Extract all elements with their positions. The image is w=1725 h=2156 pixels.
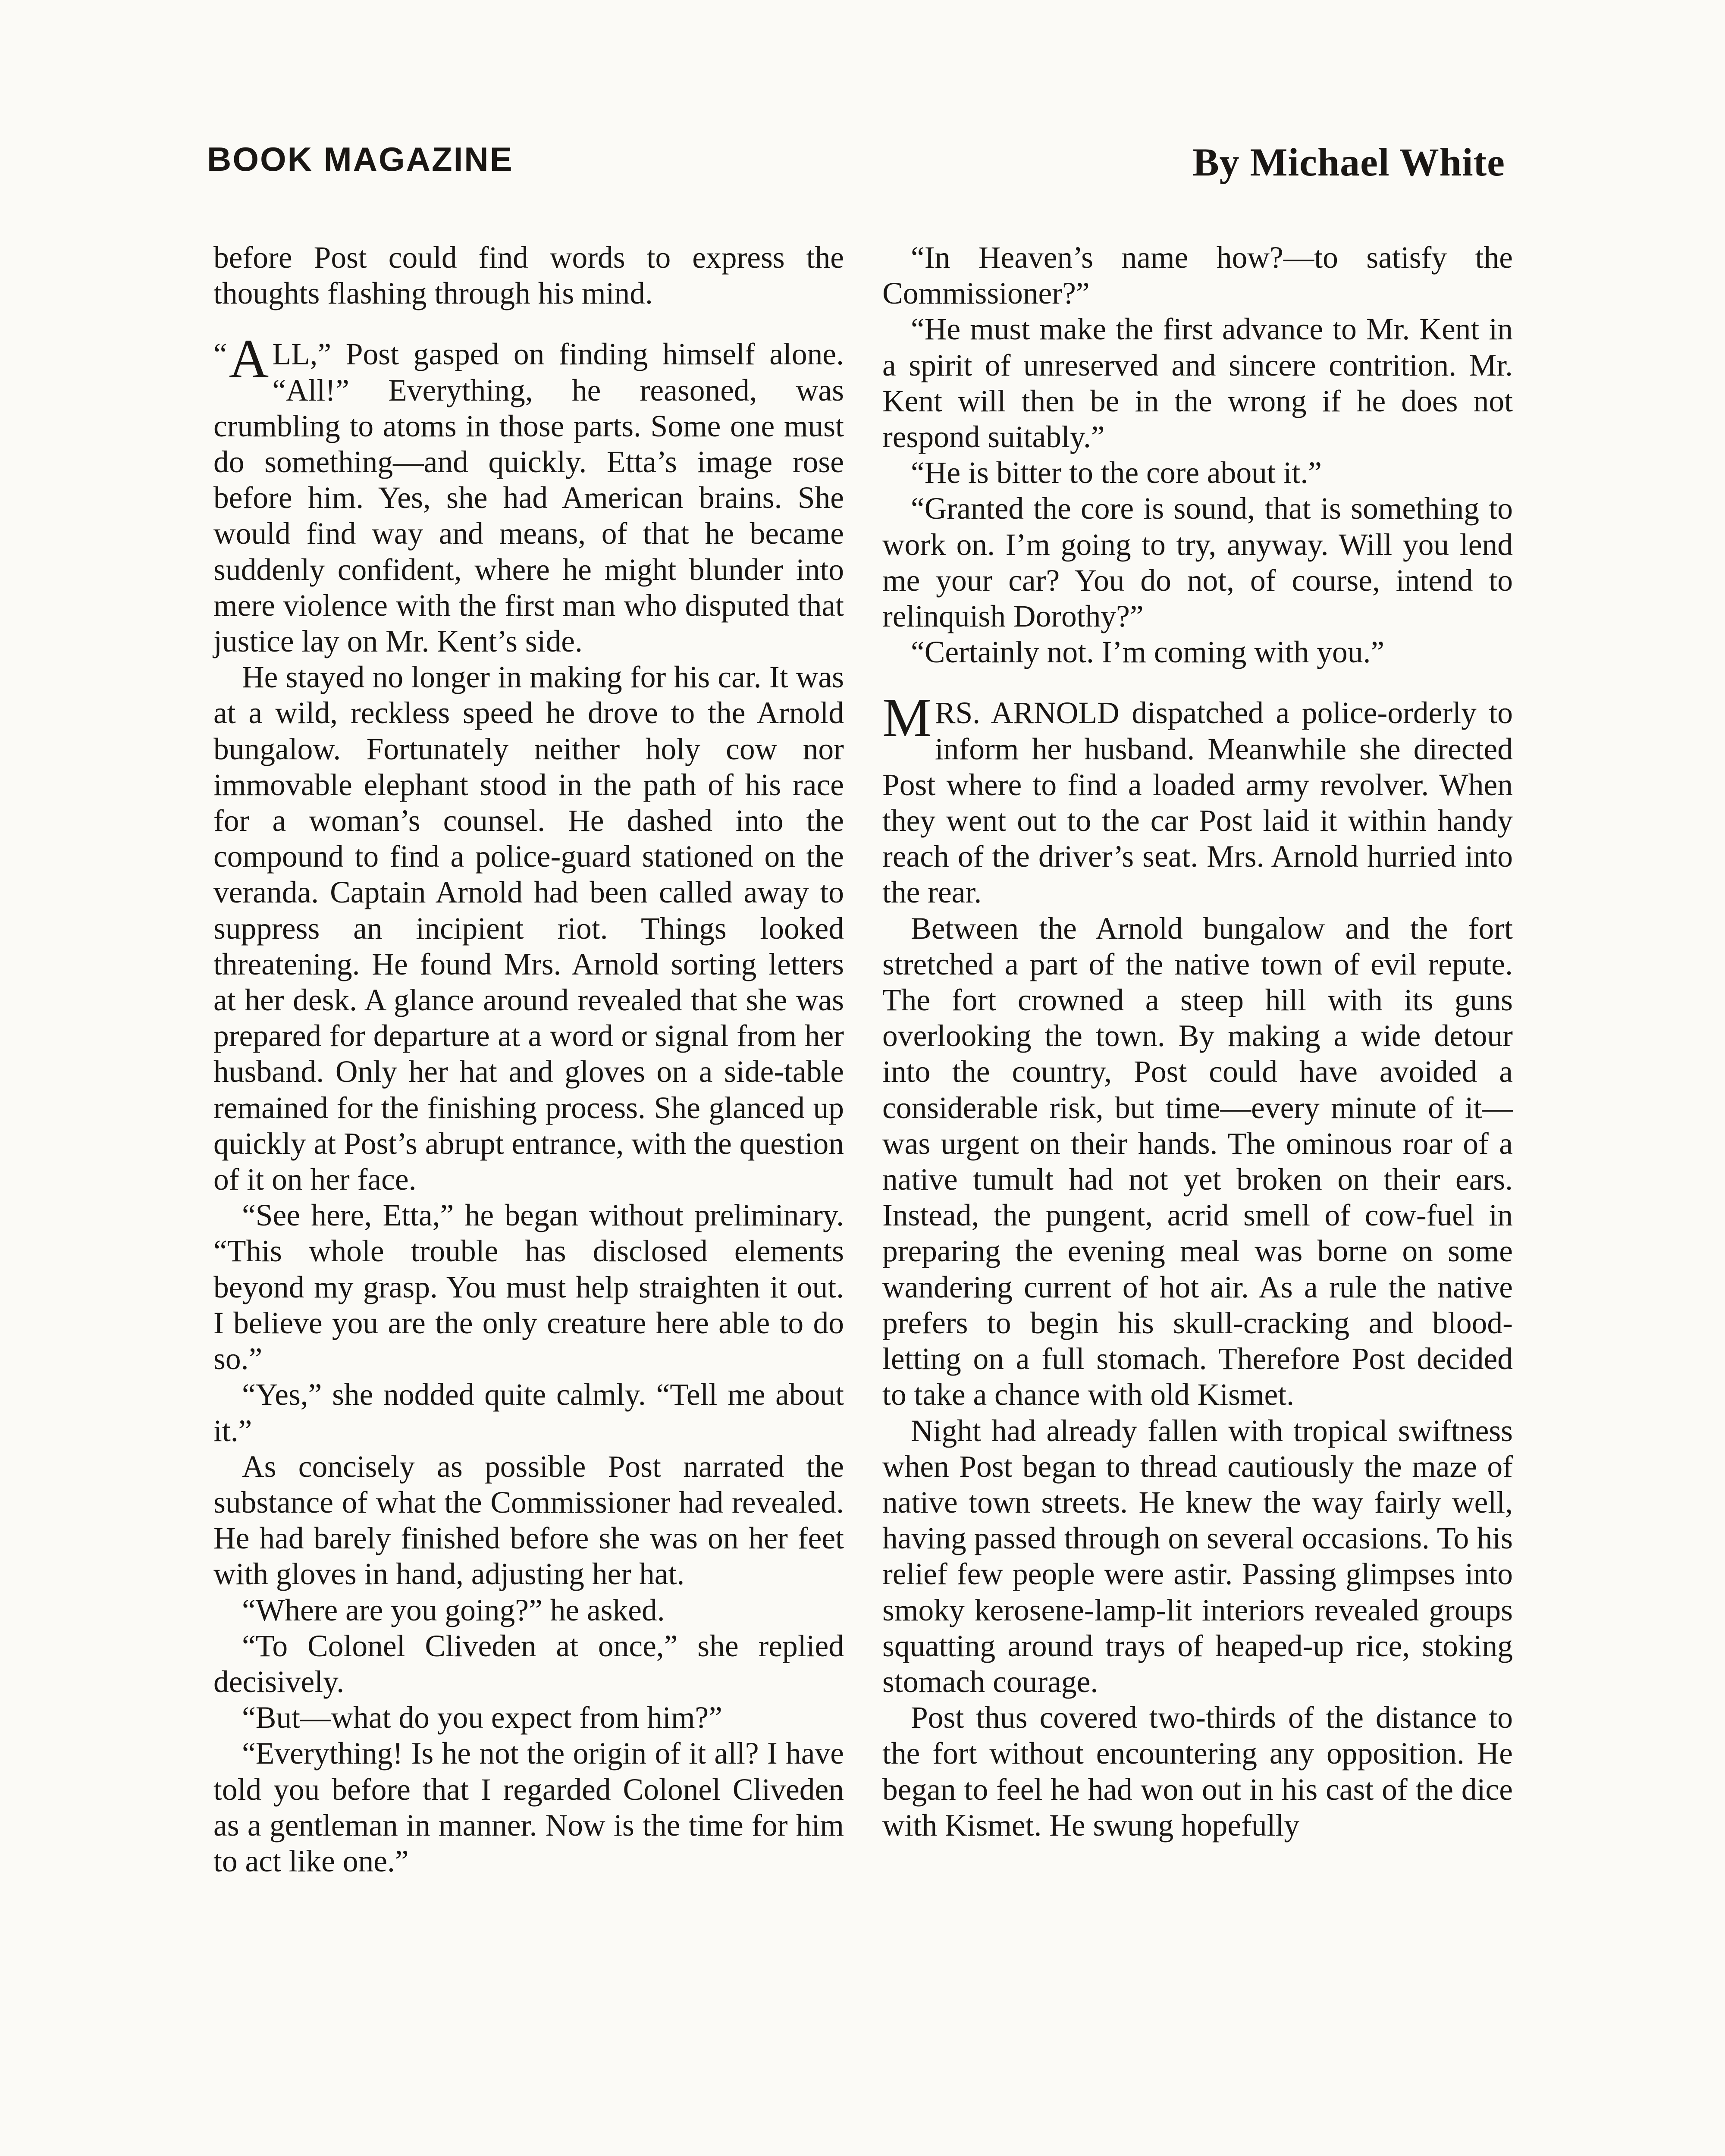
paragraph: He stayed no longer in making for his car. It was at a wild, reckless speed he drove to the Arnold bungalow. Fortunately neither holy cow nor immovable elephant stood in the path of his race for a woman’s counsel. He dashed into the compound to find a police-guard stationed on the veranda. Captain Arnold had been called away to suppress an incipient riot. Things looked threatening. He found Mrs. Arnold sorting letters at her desk. A glance around revealed that she was prepared for departure at a word or signal from her husband. Only her hat and gloves on a side-table remained for the finishing process. She glanced up quickly at Post’s abrupt entrance, with the question of it on her face. <box>213 660 844 1197</box>
paragraph: Post thus covered two-thirds of the distance to the fort without encountering any opposition. He began to feel he had won out in his cast of the dice with Kismet. He swung hopefully <box>882 1701 1513 1843</box>
paragraph-section-start <box>882 687 1513 910</box>
right-column <box>882 240 1513 1843</box>
paragraph: Between the Arnold bungalow and the fort stretched a part of the native town of evil repute. The fort crowned a steep hill with its guns overlooking the town. By making a wide detour into the country, Post could have avoided a considerable risk, but time—every minute of it—was urgent on their hands. The ominous roar of a native tumult had not yet broken on their ears. Instead, the pungent, acrid smell of cow-fuel in preparing the evening meal was borne on some wandering current of hot air. As a rule the native prefers to begin his skull-cracking and blood-letting on a full stomach. Therefore Post decided to take a chance with old Kismet. <box>882 911 1513 1412</box>
drop-cap: A <box>229 328 269 390</box>
paragraph: “In Heaven’s name how?—to satisfy the Commissioner?” <box>882 241 1513 311</box>
left-column <box>213 240 844 1879</box>
running-header-author: By Michael White <box>1192 140 1505 184</box>
paragraph: “To Colonel Cliveden at once,” she replied decisively. <box>213 1629 844 1699</box>
paragraph: “Where are you going?” he asked. <box>242 1593 665 1627</box>
paragraph: “Everything! Is he not the origin of it all? I have told you before that I regarded Colonel Cliveden as a gentleman in manner. Now is the time for him to act like one.” <box>213 1736 844 1878</box>
paragraph: “He must make the first advance to Mr. Kent in a spirit of unreserved and sincere contrition. Mr. Kent will then be in the wrong if he does not respond suitably.” <box>882 312 1513 454</box>
paragraph: before Post could find words to express the thoughts flashing through his mind. <box>213 241 844 311</box>
paragraph: “Granted the core is sound, that is something to work on. I’m going to try, anyway. Will you lend me your car? You do not, of course, intend to relinquish Dorothy?” <box>882 492 1513 634</box>
paragraph: “See here, Etta,” he began without preliminary. “This whole trouble has disclosed elements beyond my grasp. You must help straighten it out. I believe you are the only creature here able to do so.” <box>213 1198 844 1376</box>
paragraph: As concisely as possible Post narrated the substance of what the Commissioner had revealed. He had barely finished before she was on her feet with gloves in hand, adjusting her hat. <box>213 1449 844 1592</box>
paragraph-text: LL,” Post gasped on finding himself alone. “All!” Everything, he reasoned, was crumbling to atoms in those parts. Some one must do something—and quickly. Etta’s image rose before him. Yes, she had American brains. She would find way and means, of that he became suddenly confident, where he might blunder into mere violence with the first man who disputed that justice lay on Mr. Kent’s side. <box>213 337 844 659</box>
opening-quote: “ <box>213 337 227 372</box>
paragraph: Night had already fallen with tropical swiftness when Post began to thread cautiously the maze of native town streets. He knew the way fairly well, having passed through on several occasions. To his relief few people were astir. Passing glimpses into smoky kerosene-lamp-lit interiors revealed groups squatting around trays of heaped-up rice, stoking stomach courage. <box>882 1413 1513 1699</box>
paragraph: “But—what do you expect from him?” <box>242 1701 722 1735</box>
running-header-title: BOOK MAGAZINE <box>207 140 514 178</box>
paragraph: “He is bitter to the core about it.” <box>911 456 1322 490</box>
drop-cap: M <box>882 687 932 749</box>
paragraph-section-start <box>213 328 844 659</box>
paragraph-text: RS. ARNOLD dispatched a police-orderly to inform her husband. Meanwhile she directed Post where to find a loaded army revolver. When they went out to the car Post laid it within handy reach of the driver’s seat. Mrs. Arnold hurried into the rear. <box>882 696 1513 910</box>
paragraph: “Yes,” she nodded quite calmly. “Tell me about it.” <box>213 1378 844 1448</box>
paragraph: “Certainly not. I’m coming with you.” <box>911 635 1385 670</box>
